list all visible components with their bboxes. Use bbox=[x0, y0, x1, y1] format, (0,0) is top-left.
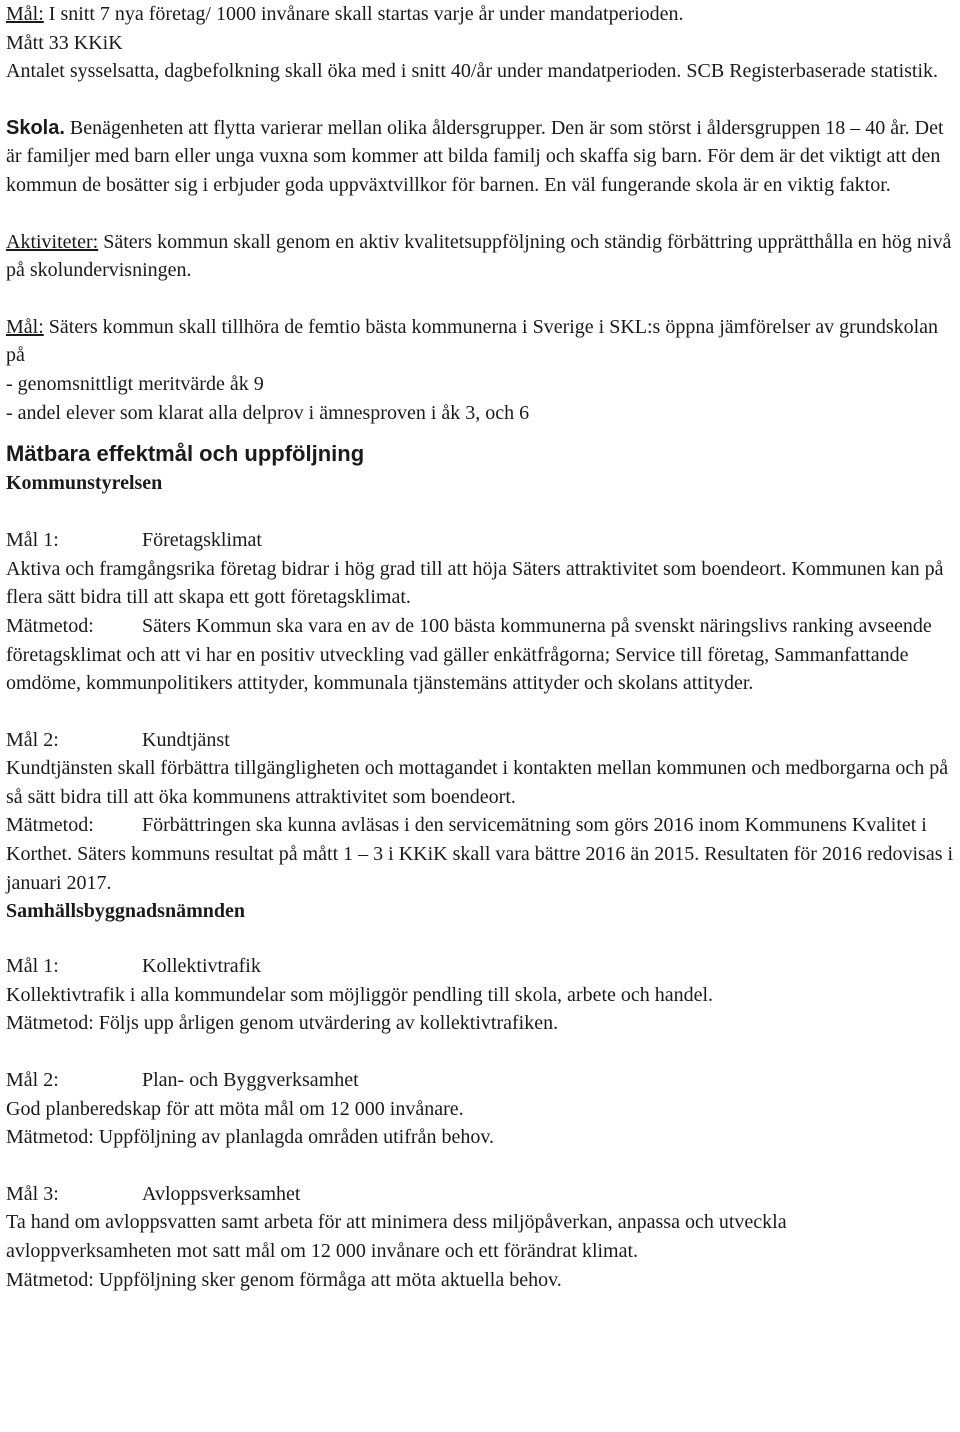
goal-method bbox=[6, 612, 955, 698]
intro-goal bbox=[6, 0, 955, 29]
method-text: Förbättringen ska kunna avläsas i den servicemätning som görs 2016 inom Kommunens Kvalitet i Korthet. Säters kommuns resultat på mått 1 – 3 i KKiK skall vara bättre 2016 än 2015. Resultaten för 2016 redovisas i januari 2017. bbox=[6, 814, 954, 894]
goal-method: Mätmetod: Följs upp årligen genom utvärdering av kollektivtrafiken. bbox=[6, 1012, 559, 1035]
method-label: Mätmetod: bbox=[6, 614, 94, 637]
method-text: Säters Kommun ska vara en av de 100 bästa kommunerna på svenskt näringslivs ranking avseende företagsklimat och att vi har en positiv utveckling vad gäller enkätfrågorna; Service till företag, Sammanfattande omdöme, kommunpolitikers attityder, kommunala tjänstemäns attityder och skolans attityder. bbox=[6, 614, 932, 695]
samhallsbyggnad-heading: Samhällsbyggnadsnämnden bbox=[6, 900, 245, 923]
goal-heading bbox=[6, 1066, 955, 1095]
goal-heading bbox=[6, 952, 955, 981]
goal-description: God planberedskap för att möta mål om 12 000 invånare. bbox=[6, 1097, 464, 1120]
intro-measure: Mått 33 KKiK bbox=[6, 31, 123, 54]
goal-description: Kundtjänsten skall förbättra tillgängligheten och mottagandet i kontakten mellan kommunen och medborgarna och på så sätt bidra till att öka kommunens attraktivitet som boendeort. bbox=[6, 757, 949, 808]
goal-title: Företagsklimat bbox=[142, 529, 262, 552]
school-goal-paragraph bbox=[6, 313, 955, 370]
method-label: Mätmetod: bbox=[6, 814, 94, 837]
activities-paragraph bbox=[6, 228, 955, 285]
goal-heading bbox=[6, 726, 955, 755]
school-goal-bullet: - andel elever som klarat alla delprov i ämnesproven i åk 3, och 6 bbox=[6, 401, 530, 424]
goal-description: Kollektivtrafik i alla kommundelar som möjliggör pendling till skola, arbete och handel. bbox=[6, 983, 714, 1006]
activities-text: Säters kommun skall genom en aktiv kvalitetsuppföljning och ständig förbättring upprätthålla en hög nivå på skolundervisningen. bbox=[6, 230, 952, 282]
goal-heading bbox=[6, 526, 955, 555]
goal-title: Avloppsverksamhet bbox=[142, 1182, 301, 1205]
school-paragraph bbox=[6, 114, 955, 200]
goal-label: Mål: bbox=[6, 3, 44, 25]
school-goal-bullet: - genomsnittligt meritvärde åk 9 bbox=[6, 372, 264, 395]
goal-number: Mål 2: bbox=[6, 728, 59, 751]
goal-method: Mätmetod: Uppföljning av planlagda områden utifrån behov. bbox=[6, 1126, 495, 1149]
goal-number: Mål 1: bbox=[6, 955, 59, 978]
school-heading: Skola. bbox=[6, 116, 65, 139]
school-goal-text: Säters kommun skall tillhöra de femtio bästa kommunerna i Sverige i SKL:s öppna jämförelser av grundskolan på bbox=[6, 315, 939, 367]
goal-number: Mål 1: bbox=[6, 529, 59, 552]
section-heading: Mätbara effektmål och uppföljning bbox=[6, 441, 365, 467]
goal-method bbox=[6, 811, 955, 897]
goal-method: Mätmetod: Uppföljning sker genom förmåga att möta aktuella behov. bbox=[6, 1268, 562, 1291]
goal-heading bbox=[6, 1180, 955, 1209]
school-goal-label: Mål: bbox=[6, 315, 44, 338]
goal-description: Ta hand om avloppsvatten samt arbeta för att minimera dess miljöpåverkan, anpassa och utveckla avloppverksamheten mot satt mål om 12 000 invånare och ett förändrat klimat. bbox=[6, 1211, 787, 1262]
school-text: Benägenheten att flytta varierar mellan olika åldersgrupper. Den är som störst i åldersgruppen 18 – 40 år. Det är familjer med barn eller unga vuxna som kommer att bilda familj och skaffa sig barn. För dem är det viktigt att den kommun de bosätter sig i erbjuder goda uppväxtvillkor för barnen. En väl fungerande skola är en viktig faktor. bbox=[6, 116, 944, 196]
goal-number: Mål 2: bbox=[6, 1069, 59, 1092]
goal-title: Kollektivtrafik bbox=[142, 955, 261, 978]
goal-title: Kundtjänst bbox=[142, 728, 230, 751]
goal-title: Plan- och Byggverksamhet bbox=[142, 1069, 359, 1092]
goal-number: Mål 3: bbox=[6, 1182, 59, 1205]
activities-label: Aktiviteter: bbox=[6, 230, 99, 253]
kommunstyrelsen-heading: Kommunstyrelsen bbox=[6, 472, 163, 495]
goal-text: I snitt 7 nya företag/ 1000 invånare skall startas varje år under mandatperioden. bbox=[43, 3, 684, 25]
goal-description: Aktiva och framgångsrika företag bidrar i hög grad till att höja Säters attraktivitet som boendeort. Kommunen kan på flera sätt bidra till att skapa ett gott företagsklimat. bbox=[6, 557, 944, 609]
intro-employment: Antalet sysselsatta, dagbefolkning skall öka med i snitt 40/år under mandatperioden. SCB Registerbaserade statistik. bbox=[6, 60, 939, 83]
